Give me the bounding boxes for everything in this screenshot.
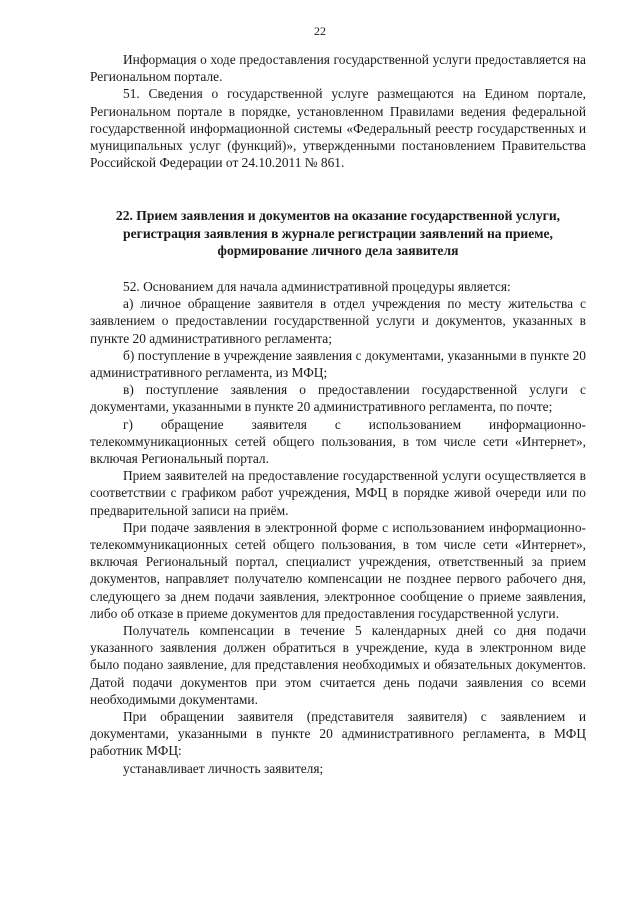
paragraph-mfc-appeal: При обращении заявителя (представителя заявителя) с заявлением и документами, указанными в пункте 20 административного регламента, в МФЦ работник МФЦ: (90, 709, 586, 759)
paragraph-info-portal: Информация о ходе предоставления государственной услуги предоставляется на Региональном портале. (90, 52, 586, 85)
paragraph-52-v: в) поступление заявления о предоставлении государственной услуги с документами, указанными в пункте 20 административного регламента, по почте; (90, 382, 586, 415)
section-heading-line: 22. Прием заявления и документов на оказание государственной услуги, (115, 208, 561, 223)
section-heading-line: регистрация заявления в журнале регистрации заявлений на приеме, (123, 225, 553, 241)
page-number: 22 (314, 24, 326, 38)
paragraph-52-a: а) личное обращение заявителя в отдел учреждения по месту жительства с заявлением о предоставлении государственной услуги и документов, указанных в пункте 20 административного регламента; (90, 296, 586, 346)
paragraph-compensation-recipient: Получатель компенсации в течение 5 календарных дней со дня подачи указанного заявления должен обратиться в учреждение, куда в электронном виде было подано заявление, для представления необходимых и обязательных документов. Датой подачи документов при этом считается день подачи заявления со всеми необходимыми документами. (90, 623, 586, 707)
top-text-block (90, 51, 586, 171)
paragraph-51: 51. Сведения о государственной услуге размещаются на Едином портале, Региональном портале в порядке, установленном Правилами ведения федеральной государственной информационной системы «Федеральный реестр государственных и муниципальных услуг (функций)», утвержденными постановлением Правительства Российской Федерации от 24.10.2011 № 861. (90, 86, 586, 171)
paragraph-reception: Прием заявителей на предоставление государственной услуги осуществляется в соответствии с графиком работ учреждения, МФЦ в порядке живой очереди или по предварительной записи на приём. (90, 468, 586, 518)
paragraph-52: 52. Основанием для начала административной процедуры является: (123, 279, 511, 294)
paragraph-52-g: г) обращение заявителя с использованием информационно-телекоммуникационных сетей общего пользования, в том числе сети «Интернет», включая Региональный портал. (90, 416, 586, 467)
section-heading (88, 207, 588, 260)
paragraph-52-b: б) поступление в учреждение заявления с документами, указанными в пункте 20 административного регламента, из МФЦ; (90, 347, 586, 381)
paragraph-electronic-submission: При подаче заявления в электронной форме с использованием информационно-телекоммуникационных сетей общего пользования, в том числе сети «Интернет», включая Региональный портал, специалист учреждения, ответственный за прием документов, направляет получателю компенсации не позднее первого рабочего дня, следующего за днем подачи заявления, электронное сообщение о приеме заявления, либо об отказе в приеме документов для предоставления государственной услуги. (90, 519, 586, 621)
paragraph-identity: устанавливает личность заявителя; (123, 760, 324, 776)
section-heading-line: формирование личного дела заявителя (217, 243, 459, 258)
main-text-block (90, 278, 586, 777)
